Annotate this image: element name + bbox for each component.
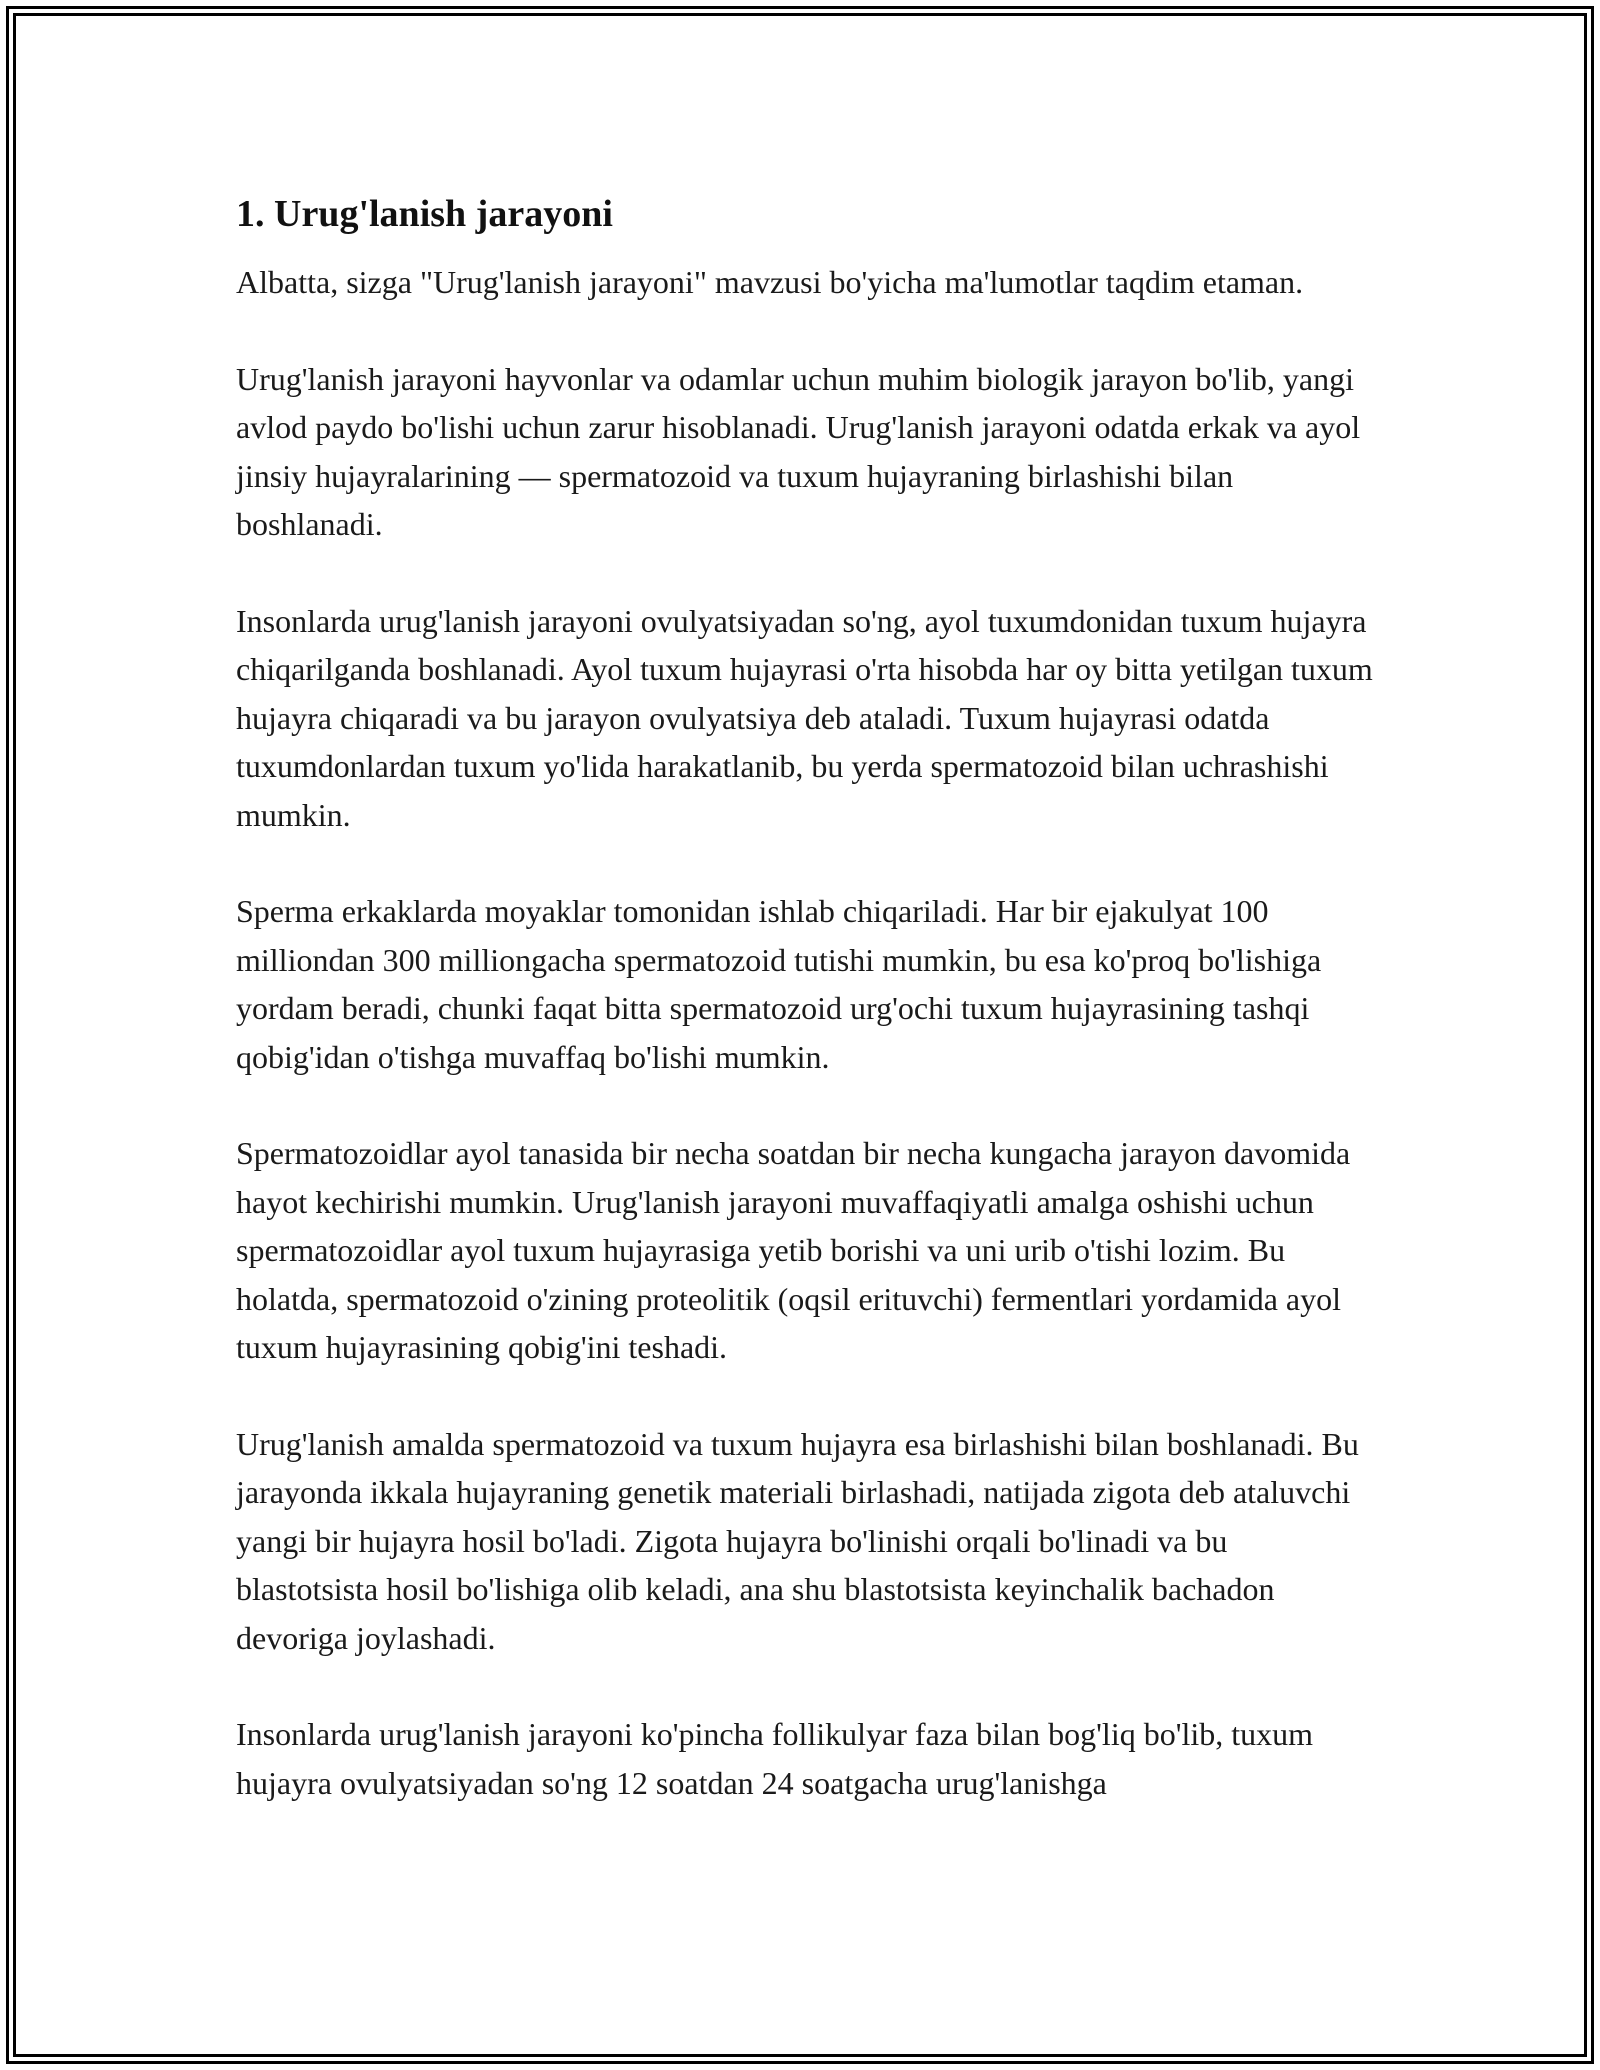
- paragraph-spermatozoa-survival: Spermatozoidlar ayol tanasida bir necha soatdan bir necha kungacha jarayon davomida hayot kechirishi mumkin. Urug'lanish jarayoni muvaffaqiyatli amalga oshishi uchun spermatozoidlar ayol tuxum hujayrasiga yetib borishi va uni urib o'tishi lozim. Bu holatda, spermatozoid o'zining proteolitik (oqsil erituvchi) fermentlari yordamida ayol tuxum hujayrasining qobig'ini teshadi.: [236, 1135, 1351, 1365]
- paragraph-overview: Urug'lanish jarayoni hayvonlar va odamlar uchun muhim biologik jarayon bo'lib, yangi avlod paydo bo'lishi uchun zarur hisoblanadi. Urug'lanish jarayoni odatda erkak va ayol jinsiy hujayralarining — spermatozoid va tuxum hujayraning birlashishi bilan boshlanadi.: [236, 360, 1361, 542]
- paragraph-intro: Albatta, sizga "Urug'lanish jarayoni" mavzusi bo'yicha ma'lumotlar taqdim etaman.: [236, 264, 1304, 300]
- paragraph-sperm: Sperma erkaklarda moyaklar tomonidan ishlab chiqariladi. Har bir ejakulyat 100 milliondan 300 milliongacha spermatozoid tutishi mumkin, bu esa ko'proq bo'lishiga yordam beradi, chunki faqat bitta spermatozoid urg'ochi tuxum hujayrasining tashqi qobig'idan o'tishga muvaffaq bo'lishi mumkin.: [236, 893, 1322, 1075]
- document-body: [236, 186, 1376, 1855]
- paragraph-zygote: Urug'lanish amalda spermatozoid va tuxum hujayra esa birlashishi bilan boshlanadi. Bu jarayonda ikkala hujayraning genetik materiali birlashadi, natijada zigota deb ataluvchi yangi bir hujayra hosil bo'ladi. Zigota hujayra bo'linishi orqali bo'linadi va bu blastotsista hosil bo'lishiga olib keladi, ana shu blastotsista keyinchalik bachadon devoriga joylashadi.: [236, 1425, 1359, 1656]
- paragraph-follicular-phase: Insonlarda urug'lanish jarayoni ko'pincha follikulyar faza bilan bog'liq bo'lib, tuxum hujayra ovulyatsiyadan so'ng 12 soatdan 24 soatgacha urug'lanishga: [236, 1716, 1314, 1801]
- document-title: 1. Urug'lanish jarayoni: [236, 193, 613, 235]
- paragraph-ovulation: Insonlarda urug'lanish jarayoni ovulyatsiyadan so'ng, ayol tuxumdonidan tuxum hujayra chiqarilganda boshlanadi. Ayol tuxum hujayrasi o'rta hisobda har oy bitta yetilgan tuxum hujayra chiqaradi va bu jarayon ovulyatsiya deb ataladi. Tuxum hujayrasi odatda tuxumdonlardan tuxum yo'lida harakatlanib, bu yerda spermatozoid bilan uchrashishi mumkin.: [236, 602, 1373, 833]
